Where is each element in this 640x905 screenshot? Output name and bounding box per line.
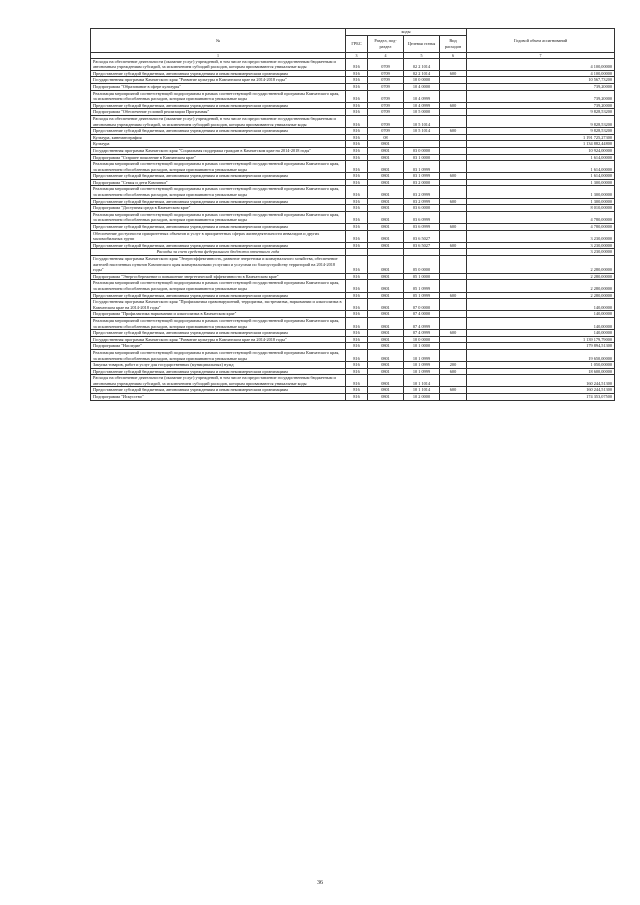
row-vid: 600 [440, 70, 467, 77]
row-grbs: 816 [346, 179, 368, 186]
row-name: Государственная программа Камчатского края "Энергоэффективность, развитие энергетики и коммунального хозяйства, обеспечение жителей населенных пунктов Камчатского края коммунальными услугами и услугами по благоустройству территорий на 2014-2018 годы" [91, 256, 346, 274]
table-row [91, 317, 615, 329]
table-header [91, 29, 615, 59]
row-target: 03 2 0000 [404, 179, 440, 186]
row-target: 07 0 0000 [404, 299, 440, 311]
row-target: 10 5 1014 [404, 115, 440, 127]
row-grbs: 816 [346, 198, 368, 205]
row-vid: 600 [440, 198, 467, 205]
table-row [91, 77, 615, 84]
row-razdel: 0709 [368, 70, 404, 77]
row-razdel: 0801 [368, 280, 404, 292]
row-vid [440, 154, 467, 161]
row-amount: 140,00000 [467, 317, 615, 329]
row-vid: 600 [440, 242, 467, 249]
row-target: 10 5 1014 [404, 128, 440, 135]
row-grbs: 816 [346, 102, 368, 109]
row-name: Расходы на обеспечение деятельности (оказание услуг) учреждений, в том числе на предоставление государственным бюджетным и автономным учреждениям субсидий, за исключением субсидий расходов, которым присваиваются уникальные коды [91, 115, 346, 127]
table-row [91, 375, 615, 387]
table-row [91, 311, 615, 318]
row-target: 05 0 0000 [404, 256, 440, 274]
row-grbs: 816 [346, 161, 368, 173]
row-grbs: 816 [346, 128, 368, 135]
row-grbs: 816 [346, 387, 368, 394]
table-row [91, 349, 615, 361]
row-amount: 739,20000 [467, 83, 615, 90]
row-grbs: 816 [346, 311, 368, 318]
row-amount: 1 050,00000 [467, 362, 615, 369]
row-name: Предоставление субсидий бюджетным, автономным учреждениям и иным некоммерческим организациям [91, 292, 346, 299]
row-name: Реализация мероприятий соответствующей подпрограммы в рамках соответствующей государственной программы Камчатского края, за исключением обособленных расходов, которым присваиваются уникальные коды [91, 280, 346, 292]
row-vid [440, 211, 467, 223]
row-grbs: 816 [346, 368, 368, 375]
row-grbs: 816 [346, 317, 368, 329]
row-target [404, 134, 440, 141]
row-razdel: 0709 [368, 109, 404, 116]
row-target: 10 1 1014 [404, 387, 440, 394]
row-name: Государственная программа Камчатского края "Развитие культуры в Камчатском крае на 2014-2018 годы" [91, 77, 346, 84]
row-grbs: 816 [346, 186, 368, 198]
row-grbs: 816 [346, 211, 368, 223]
row-name: Предоставление субсидий бюджетным, автономным учреждениям и иным некоммерческим организациям [91, 330, 346, 337]
row-vid [440, 161, 467, 173]
row-grbs: 816 [346, 70, 368, 77]
row-vid [440, 109, 467, 116]
row-grbs: 816 [346, 205, 368, 212]
row-amount: 2 280,00000 [467, 292, 615, 299]
row-target: 10 1 0999 [404, 362, 440, 369]
row-amount: 739,20000 [467, 102, 615, 109]
row-target: 10 4 0999 [404, 90, 440, 102]
row-grbs: 816 [346, 280, 368, 292]
row-grbs: 816 [346, 90, 368, 102]
row-target: 03 2 0999 [404, 186, 440, 198]
row-amount: 140,00000 [467, 299, 615, 311]
row-razdel: 0801 [368, 368, 404, 375]
row-vid [440, 147, 467, 154]
row-vid [440, 115, 467, 127]
row-razdel: 0801 [368, 242, 404, 249]
row-vid [440, 394, 467, 401]
row-vid [440, 349, 467, 361]
row-grbs: 816 [346, 330, 368, 337]
index-cell: 7 [467, 52, 615, 58]
row-razdel: 0709 [368, 102, 404, 109]
row-amount: 9 828,53200 [467, 128, 615, 135]
row-name: Подпрограмма "Профилактика наркомании и алкоголизма в Камчатском крае" [91, 311, 346, 318]
row-razdel: 0709 [368, 83, 404, 90]
row-amount: 9 828,53200 [467, 115, 615, 127]
row-name: Подпрограмма "Образование в сфере культуры" [91, 83, 346, 90]
table-row [91, 186, 615, 198]
row-vid [440, 58, 467, 70]
index-cell: 6 [440, 52, 467, 58]
row-amount: 3 230,00000 [467, 249, 615, 256]
row-grbs: 816 [346, 224, 368, 231]
row-grbs: 816 [346, 343, 368, 350]
row-target: 07 4 0999 [404, 317, 440, 329]
row-amount: 1 300,00000 [467, 179, 615, 186]
row-razdel: 0709 [368, 115, 404, 127]
row-vid [440, 77, 467, 84]
row-target: 05 1 0999 [404, 280, 440, 292]
row-grbs: 816 [346, 83, 368, 90]
row-razdel: 0801 [368, 154, 404, 161]
row-vid [440, 134, 467, 141]
table-row [91, 205, 615, 212]
row-name: Подпрограмма "Искусство" [91, 394, 346, 401]
row-name: Обеспечение доступности приоритетных объектов и услуг в приоритетных сферах жизнедеятельности инвалидов и других маломобильных групп [91, 230, 346, 242]
row-amount: 140,00000 [467, 330, 615, 337]
row-name: Предоставление субсидий бюджетным, автономным учреждениям и иным некоммерческим организациям [91, 368, 346, 375]
table-row [91, 211, 615, 223]
row-vid: 600 [440, 102, 467, 109]
table-row [91, 70, 615, 77]
index-cell: 4 [368, 52, 404, 58]
table-row [91, 58, 615, 70]
row-amount: 160 244,51300 [467, 387, 615, 394]
row-name: Расходы на обеспечение деятельности (оказание услуг) учреждений, в том числе на предоставление государственным бюджетным и автономным учреждениям субсидий, за исключением субсидий расходов, которым присваиваются уникальные коды [91, 375, 346, 387]
row-amount: 4 780,00000 [467, 211, 615, 223]
row-razdel: 0801 [368, 224, 404, 231]
row-name: Реализация мероприятий соответствующей подпрограммы в рамках соответствующей государственной программы Камчатского края, за исключением обособленных расходов, которым присваиваются уникальные коды [91, 317, 346, 329]
row-vid [440, 83, 467, 90]
row-grbs: 816 [346, 349, 368, 361]
table-row [91, 230, 615, 242]
row-vid [440, 256, 467, 274]
row-amount: 160 244,51300 [467, 375, 615, 387]
row-name: Предоставление субсидий бюджетным, автономным учреждениям и иным некоммерческим организациям [91, 198, 346, 205]
row-grbs: 816 [346, 242, 368, 249]
row-target: 03 6 0999 [404, 224, 440, 231]
row-razdel: 0801 [368, 311, 404, 318]
row-amount: 1 300,00000 [467, 186, 615, 198]
row-name: Государственная программа Камчатского края "Социальная поддержка граждан в Камчатском крае на 2014-2018 годы" [91, 147, 346, 154]
index-cell: 5 [404, 52, 440, 58]
row-amount: 1 191 725,27300 [467, 134, 615, 141]
row-name: Реализация мероприятий соответствующей подпрограммы в рамках соответствующей государственной программы Камчатского края, за исключением обособленных расходов, которым присваиваются уникальные коды [91, 349, 346, 361]
row-name: Предоставление субсидий бюджетным, автономным учреждениям и иным некоммерческим организациям [91, 70, 346, 77]
row-name: Подпрограмма "Энергосбережение и повышение энергетической эффективности в Камчатском крае" [91, 273, 346, 280]
row-target: 05 1 0000 [404, 273, 440, 280]
row-vid [440, 311, 467, 318]
row-target: 03 6 5027 [404, 242, 440, 249]
row-grbs: 816 [346, 134, 368, 141]
row-razdel: 0801 [368, 330, 404, 337]
row-name: Государственная программа Камчатского края "Развитие культуры в Камчатском крае на 2014-2018 годы" [91, 336, 346, 343]
header-target: Целевая статья [404, 35, 440, 52]
row-grbs: 816 [346, 109, 368, 116]
table-row [91, 242, 615, 249]
row-target: 10 2 0000 [404, 394, 440, 401]
table-row [91, 280, 615, 292]
table-row [91, 141, 615, 148]
header-number: № [91, 29, 346, 53]
row-name: Расходы за счет средств федерального бюджета отчетного года [91, 249, 346, 256]
row-razdel: 0801 [368, 273, 404, 280]
row-grbs [346, 249, 368, 256]
row-razdel: 0801 [368, 256, 404, 274]
row-name: Подпрограмма "Доступная среда в Камчатском крае" [91, 205, 346, 212]
row-grbs: 816 [346, 154, 368, 161]
row-vid [440, 336, 467, 343]
budget-table-sheet [90, 28, 614, 401]
index-cell: 1 [91, 52, 346, 58]
row-vid: 600 [440, 330, 467, 337]
table-row [91, 90, 615, 102]
row-name: Подпрограмма "Семья и дети Камчатки" [91, 179, 346, 186]
row-grbs: 816 [346, 230, 368, 242]
row-amount: 1 614,00000 [467, 154, 615, 161]
row-target: 05 1 0999 [404, 292, 440, 299]
row-grbs: 816 [346, 58, 368, 70]
row-razdel: 0801 [368, 211, 404, 223]
row-vid [440, 299, 467, 311]
row-amount: 19 650,00000 [467, 349, 615, 361]
row-amount: 1 134 882,44800 [467, 141, 615, 148]
row-razdel: 0801 [368, 362, 404, 369]
row-name: Культура, кинематография [91, 134, 346, 141]
row-razdel: 0801 [368, 186, 404, 198]
row-vid [440, 280, 467, 292]
row-target: 10 5 0000 [404, 109, 440, 116]
row-vid [440, 90, 467, 102]
table-row [91, 387, 615, 394]
row-target: 03 1 0000 [404, 154, 440, 161]
table-row [91, 83, 615, 90]
row-amount: 179 894,51300 [467, 343, 615, 350]
index-cell: 3 [346, 52, 368, 58]
row-vid [440, 273, 467, 280]
table-row [91, 134, 615, 141]
row-razdel [368, 249, 404, 256]
row-razdel: 0801 [368, 173, 404, 180]
row-target [404, 249, 440, 256]
row-razdel: 0709 [368, 77, 404, 84]
budget-table [90, 28, 615, 401]
row-grbs: 816 [346, 299, 368, 311]
row-amount: 10 924,00000 [467, 147, 615, 154]
table-row [91, 336, 615, 343]
row-grbs: 816 [346, 336, 368, 343]
row-vid [440, 317, 467, 329]
row-razdel: 0801 [368, 179, 404, 186]
row-name: Предоставление субсидий бюджетным, автономным учреждениям и иным некоммерческим организациям [91, 128, 346, 135]
row-grbs: 816 [346, 362, 368, 369]
row-razdel: 0801 [368, 387, 404, 394]
row-grbs: 816 [346, 141, 368, 148]
row-amount: 739,20000 [467, 90, 615, 102]
row-name: Реализация мероприятий соответствующей подпрограммы в рамках соответствующей государственной программы Камчатского края, за исключением обособленных расходов, которым присваиваются уникальные коды [91, 90, 346, 102]
row-vid: 600 [440, 292, 467, 299]
header-codes: коды [346, 29, 467, 36]
row-target: 02 2 1014 [404, 58, 440, 70]
row-name: Предоставление субсидий бюджетным, автономным учреждениям и иным некоммерческим организациям [91, 102, 346, 109]
row-razdel: 0709 [368, 58, 404, 70]
row-target: 03 1 0999 [404, 173, 440, 180]
table-row [91, 292, 615, 299]
row-target: 03 6 0999 [404, 211, 440, 223]
row-name: Предоставление субсидий бюджетным, автономным учреждениям и иным некоммерческим организациям [91, 387, 346, 394]
row-razdel: 0801 [368, 198, 404, 205]
row-target: 07 4 0000 [404, 311, 440, 318]
row-target: 10 1 0000 [404, 343, 440, 350]
row-target: 10 1 1014 [404, 375, 440, 387]
row-grbs: 816 [346, 147, 368, 154]
row-razdel: 0709 [368, 128, 404, 135]
row-razdel: 0801 [368, 299, 404, 311]
row-amount: 8 010,00000 [467, 205, 615, 212]
row-vid: 600 [440, 387, 467, 394]
table-row [91, 161, 615, 173]
row-target: 03 6 0000 [404, 205, 440, 212]
row-target: 10 4 0000 [404, 83, 440, 90]
row-razdel: 0801 [368, 147, 404, 154]
row-amount: 2 280,00000 [467, 256, 615, 274]
row-razdel: 0801 [368, 161, 404, 173]
row-razdel: 0801 [368, 394, 404, 401]
row-name: Предоставление субсидий бюджетным, автономным учреждениям и иным некоммерческим организациям [91, 242, 346, 249]
table-body [91, 58, 615, 400]
row-grbs: 816 [346, 375, 368, 387]
page-number: 36 [317, 880, 323, 886]
row-vid [440, 375, 467, 387]
header-razdel: Раздел, под-раздел [368, 35, 404, 52]
row-target [404, 141, 440, 148]
row-amount: 174 353,07500 [467, 394, 615, 401]
row-vid [440, 249, 467, 256]
table-row [91, 128, 615, 135]
row-target: 03 2 0999 [404, 198, 440, 205]
row-amount: 1 614,00000 [467, 173, 615, 180]
header-amount: Годовой объем ассигнований [467, 29, 615, 53]
row-razdel: 0801 [368, 230, 404, 242]
row-grbs: 816 [346, 273, 368, 280]
row-amount: 4 100,00000 [467, 70, 615, 77]
row-razdel: 0801 [368, 205, 404, 212]
table-row [91, 115, 615, 127]
row-target: 03 0 0000 [404, 147, 440, 154]
row-amount: 10 567,73200 [467, 77, 615, 84]
header-grbs: ГРБС [346, 35, 368, 52]
table-row [91, 109, 615, 116]
row-amount: 2 280,00000 [467, 273, 615, 280]
row-grbs: 816 [346, 173, 368, 180]
row-name: Реализация мероприятий соответствующей подпрограммы в рамках соответствующей государственной программы Камчатского края, за исключением обособленных расходов, которым присваиваются уникальные коды [91, 186, 346, 198]
row-target: 10 0 0000 [404, 336, 440, 343]
row-razdel: 08 [368, 134, 404, 141]
row-amount: 1 614,00000 [467, 161, 615, 173]
row-razdel: 0801 [368, 343, 404, 350]
table-row [91, 368, 615, 375]
table-row [91, 102, 615, 109]
row-amount: 2 280,00000 [467, 280, 615, 292]
row-razdel: 0801 [368, 349, 404, 361]
row-amount: 4 780,00000 [467, 224, 615, 231]
row-vid [440, 186, 467, 198]
row-target: 10 1 0999 [404, 368, 440, 375]
row-target: 10 1 0999 [404, 349, 440, 361]
row-name: Подпрограмма "Старшее поколение в Камчатском крае" [91, 154, 346, 161]
row-target: 02 2 1014 [404, 70, 440, 77]
row-amount: 3 230,00000 [467, 230, 615, 242]
row-vid [440, 205, 467, 212]
row-vid: 600 [440, 368, 467, 375]
row-amount: 1 300,00000 [467, 198, 615, 205]
row-razdel: 0801 [368, 292, 404, 299]
row-name: Подпрограмма "Обеспечение условий реализации Программы" [91, 109, 346, 116]
row-name: Расходы на обеспечение деятельности (оказание услуг) учреждений, в том числе на предоставление государственным бюджетным и автономным учреждениям субсидий, за исключением субсидий расходов, которым присваиваются уникальные коды [91, 58, 346, 70]
row-target: 03 6 5027 [404, 230, 440, 242]
table-row [91, 362, 615, 369]
row-razdel: 0709 [368, 90, 404, 102]
row-name: Предоставление субсидий бюджетным, автономным учреждениям и иным некоммерческим организациям [91, 173, 346, 180]
row-vid: 600 [440, 128, 467, 135]
row-target: 10 0 0000 [404, 77, 440, 84]
row-name: Предоставление субсидий бюджетным, автономным учреждениям и иным некоммерческим организациям [91, 224, 346, 231]
row-name: Реализация мероприятий соответствующей подпрограммы в рамках соответствующей государственной программы Камчатского края, за исключением обособленных расходов, которым присваиваются уникальные коды [91, 211, 346, 223]
row-amount: 18 600,00000 [467, 368, 615, 375]
table-row [91, 154, 615, 161]
row-amount: 140,00000 [467, 311, 615, 318]
table-row [91, 224, 615, 231]
row-razdel: 0801 [368, 336, 404, 343]
table-row [91, 299, 615, 311]
table-row [91, 173, 615, 180]
row-grbs: 816 [346, 256, 368, 274]
row-razdel: 0801 [368, 375, 404, 387]
row-vid: 600 [440, 173, 467, 180]
table-row [91, 273, 615, 280]
row-amount: 9 828,53200 [467, 109, 615, 116]
row-amount: 4 100,00000 [467, 58, 615, 70]
row-vid: 200 [440, 362, 467, 369]
row-name: Государственная программа Камчатского края "Профилактика правонарушений, терроризма, экстремизма, наркомании и алкоголизма в Камчатском крае на 2014-2018 годы" [91, 299, 346, 311]
row-grbs: 816 [346, 394, 368, 401]
row-target: 10 4 0999 [404, 102, 440, 109]
header-vid: Вид расходов [440, 35, 467, 52]
row-amount: 3 230,00000 [467, 242, 615, 249]
table-note-row [91, 249, 615, 256]
row-grbs: 816 [346, 115, 368, 127]
table-row [91, 147, 615, 154]
row-vid [440, 179, 467, 186]
row-name: Культура [91, 141, 346, 148]
table-row [91, 179, 615, 186]
row-vid [440, 343, 467, 350]
table-row [91, 394, 615, 401]
row-razdel: 0801 [368, 317, 404, 329]
row-amount: 1 139 179,79000 [467, 336, 615, 343]
table-row [91, 198, 615, 205]
row-vid: 600 [440, 224, 467, 231]
row-target: 03 1 0999 [404, 161, 440, 173]
row-target: 07 4 0999 [404, 330, 440, 337]
row-name: Реализация мероприятий соответствующей подпрограммы в рамках соответствующей государственной программы Камчатского края, за исключением обособленных расходов, которым присваиваются уникальные коды [91, 161, 346, 173]
row-name: Закупка товаров, работ и услуг для государственных (муниципальных) нужд [91, 362, 346, 369]
table-row [91, 330, 615, 337]
row-vid [440, 141, 467, 148]
row-vid [440, 230, 467, 242]
row-grbs: 816 [346, 77, 368, 84]
row-razdel: 0801 [368, 141, 404, 148]
table-row [91, 343, 615, 350]
row-grbs: 816 [346, 292, 368, 299]
row-name: Подпрограмма "Наследие" [91, 343, 346, 350]
table-row [91, 256, 615, 274]
